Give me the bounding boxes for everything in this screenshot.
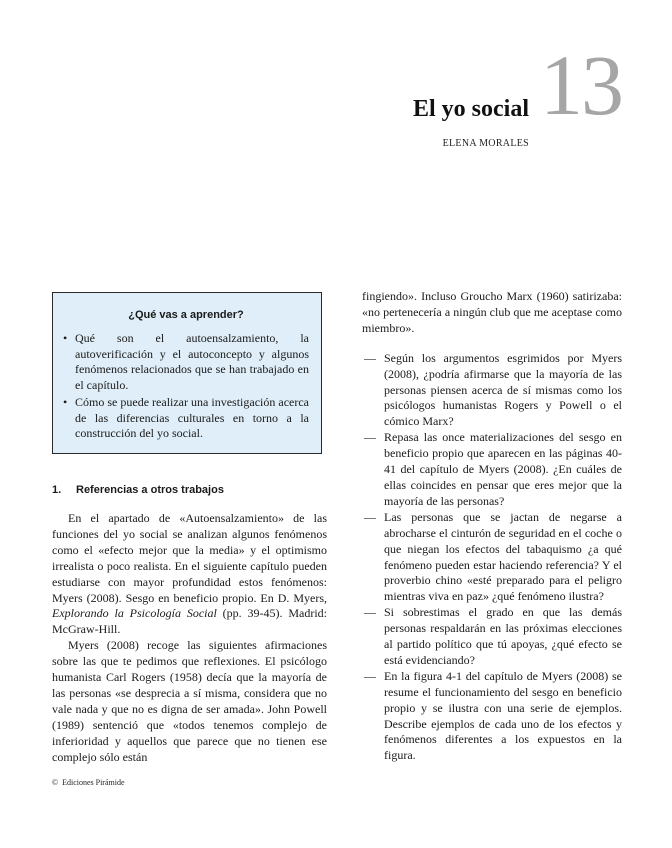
book-title: Explorando la Psicología Social [52, 606, 217, 621]
right-column [362, 289, 622, 764]
question-item: — Si sobrestimas el grado en que las demás personas respaldarán en las próximas elecciones al partido político que tú apoyas, ¿qué efecto se está evidenciando? [362, 605, 622, 669]
paragraph-text: (pp. 39-45). Madrid: McGraw-Hill. [52, 606, 327, 637]
left-column [52, 511, 327, 766]
learning-box-title: ¿Qué vas a aprender? [128, 309, 244, 321]
question-item: — En la figura 4-1 del capítulo de Myers (2008) se resume el funcionamiento del sesgo en beneficio propio y se ilustra con una serie de ejemplos. Describe ejemplos de cada uno de los efectos y fenómenos diferentes a los expuestos en la figura. [362, 669, 622, 764]
learning-objective-item: • Qué son el autoensalzamiento, la autoverificación y el autoconcepto y algunos fenómenos relacionados que se han trabajado en el capítulo. [63, 331, 309, 393]
paragraph: Myers (2008) recoge las siguientes afirmaciones sobre las que te pedimos que reflexiones. El psicólogo humanista Carl Rogers (1958) decía que la mayoría de las personas «se desprecia a sí misma, considera que no vale nada y que no es digna de ser amada». John Powell (1989) sentenció que «todos tenemos complejo de inferioridad y aquellos que parece que no tienen ese complejo sólo están [52, 638, 327, 764]
question-item: — Según los argumentos esgrimidos por Myers (2008), ¿podría afirmarse que la mayoría de las personas piensen acerca de sí mismas como los psicólogos humanistas Rogers y Powell o el cómico Marx? [362, 351, 622, 431]
copyright-symbol: © [52, 778, 59, 787]
paragraph-text: En el apartado de «Autoensalzamiento» de las funciones del yo social se analizan algunos fenómenos como el «efecto mejor que la media» y el optimismo irrealista o poco realista. En el siguiente capítulo pueden estudiarse con mayor profundidad estos fenómenos: Myers (2008). Sesgo en beneficio propio. En D. Myers, [52, 511, 327, 605]
chapter-title: El yo social [412, 96, 529, 122]
paragraph [52, 511, 327, 638]
question-list [362, 351, 622, 765]
publisher-name: Ediciones Pirámide [62, 778, 125, 787]
section-number: 1. [52, 484, 62, 496]
learning-objectives-list [63, 331, 309, 442]
section-heading [52, 484, 332, 496]
author-name: ELENA MORALES [442, 138, 529, 149]
question-item: — Repasa las once materializaciones del sesgo en beneficio propio que aparecen en las páginas 40-41 del capítulo de Myers (2008). ¿En cuáles de ellas coincides en pensar que eres mejor que la mayoría de las personas? [362, 430, 622, 510]
question-item: — Las personas que se jactan de negarse a abrocharse el cinturón de seguridad en el coche o que niegan los efectos del tabaquismo ¿a qué fenómeno pueden estar haciendo referencia? Y el proverbio chino «esté preparado para el peligro mientras viva en paz» ¿qué fenómeno ilustra? [362, 510, 622, 605]
section-title: Referencias a otros trabajos [76, 484, 224, 496]
chapter-number: 13 [540, 37, 622, 133]
learning-objective-item: • Cómo se puede realizar una investigación acerca de las diferencias culturales en torno a la construcción del yo social. [63, 395, 309, 442]
paragraph-continuation: fingiendo». Incluso Groucho Marx (1960) satirizaba: «no pertenecería a ningún club que me aceptase como miembro». [362, 289, 622, 335]
learning-objectives-box [52, 292, 322, 454]
footer [52, 778, 125, 787]
